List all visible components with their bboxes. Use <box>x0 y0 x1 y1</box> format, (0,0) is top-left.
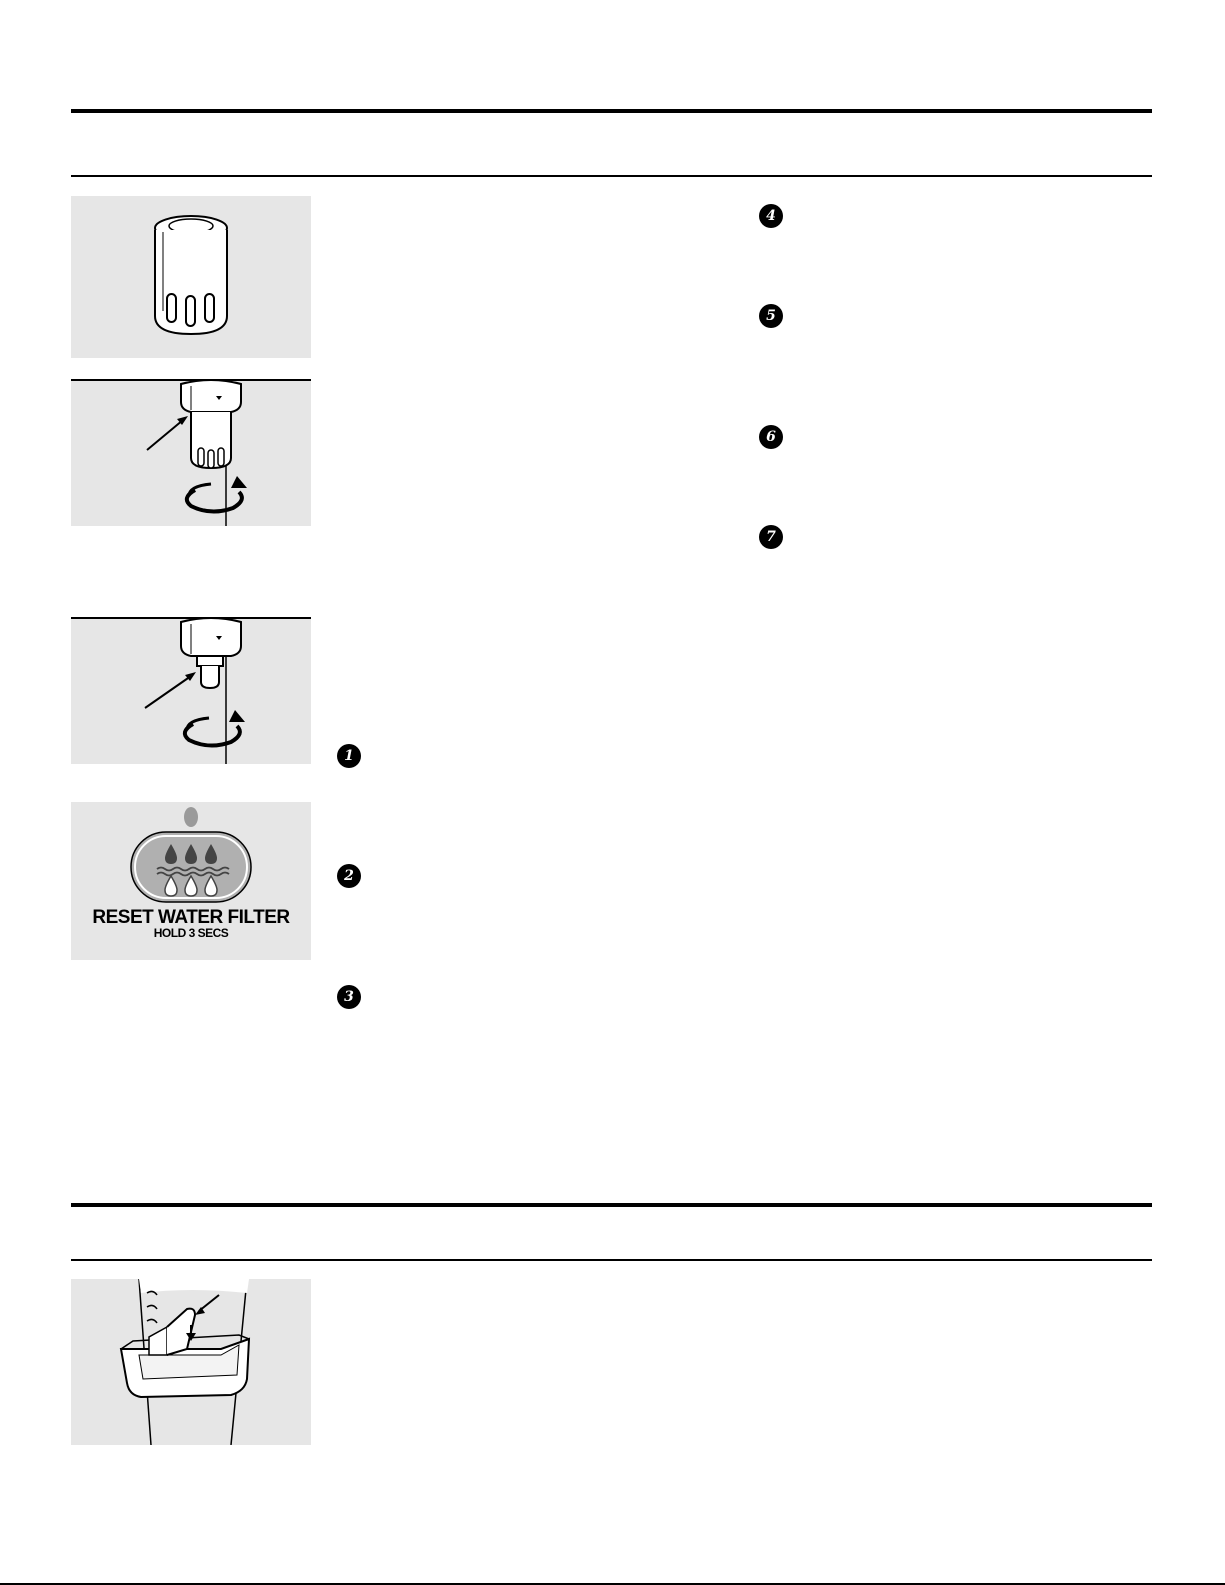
filter-installed-panel <box>71 372 311 526</box>
rotate-arrow-icon <box>185 710 245 746</box>
door-bin-panel <box>71 1279 311 1445</box>
step-badge-7: 7 <box>759 525 783 549</box>
step-badge-1: 1 <box>337 744 361 768</box>
pointer-arrow-icon <box>147 416 188 450</box>
section-header-rule <box>71 175 1152 177</box>
filter-installed-icon <box>181 380 241 468</box>
section-top-rule <box>71 109 1152 113</box>
step-badge-2: 2 <box>337 864 361 888</box>
reset-filter-sublabel: HOLD 3 SECS <box>153 926 229 940</box>
section-top-rule <box>71 1203 1152 1207</box>
pointer-arrow-icon <box>145 672 196 708</box>
reset-filter-label: RESET WATER FILTER <box>92 907 290 928</box>
bypass-plug-panel <box>71 600 311 764</box>
rotate-arrow-icon <box>187 476 247 512</box>
section-header-rule <box>71 1259 1152 1261</box>
reset-filter-panel <box>71 802 311 960</box>
step-badge-3: 3 <box>337 985 361 1009</box>
step-badge-6: 6 <box>759 425 783 449</box>
door-bin-icon <box>71 1279 311 1445</box>
filter-cartridge-panel <box>71 196 311 358</box>
step-badge-4: 4 <box>759 204 783 228</box>
step-badge-5: 5 <box>759 304 783 328</box>
filter-cartridge-icon <box>71 196 311 358</box>
